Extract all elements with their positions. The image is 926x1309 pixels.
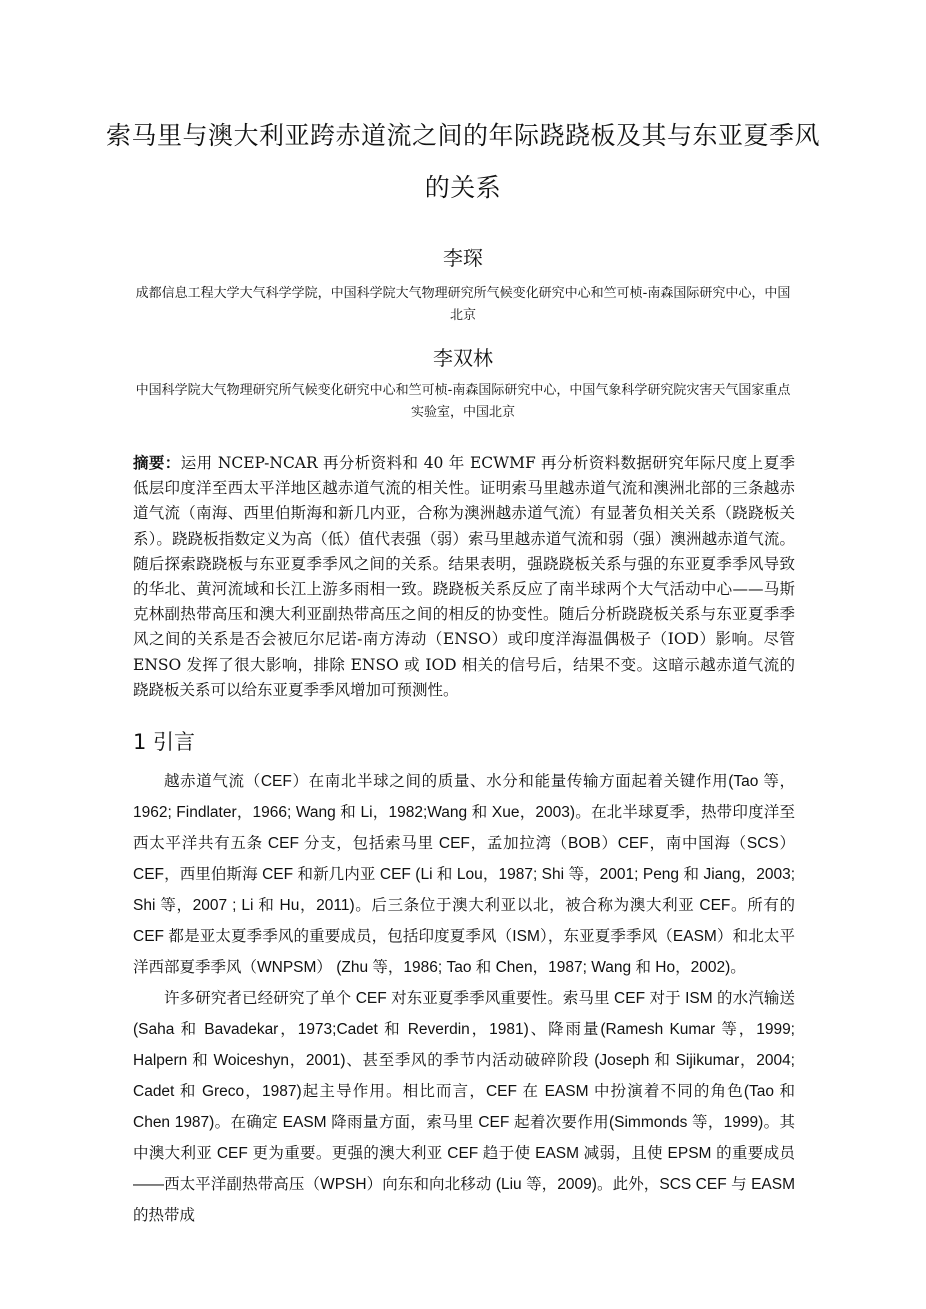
abstract-text: 运用 NCEP-NCAR 再分析资料和 40 年 ECWMF 再分析资料数据研究年际尺度上夏季低层印度洋至西太平洋地区越赤道气流的相关性。证明索马里越赤道气流和澳洲北部的三条越赤道气流（南海、西里伯斯海和新几内亚，合称为澳洲越赤道气流）有显著负相关关系（跷跷板关系）。跷跷板指数定义为高（低）值代表强（弱）索马里越赤道气流和弱（强）澳洲越赤道气流。随后探索跷跷板与东亚夏季季风之间的关系。结果表明，强跷跷板关系与强的东亚夏季季风导致的华北、黄河流域和长江上游多雨相一致。跷跷板关系反应了南半球两个大气活动中心——马斯克林副热带高压和澳大利亚副热带高压之间的相反的协变性。随后分析跷跷板关系与东亚夏季季风之间的关系是否会被厄尔尼诺-南方涛动（ENSO）或印度洋海温偶极子（IOD）影响。尽管 ENSO 发挥了很大影响，排除 ENSO 或 IOD 相关的信号后，结果不变。这暗示越赤道气流的跷跷板关系可以给东亚夏季季风增加可预测性。: [133, 454, 795, 699]
section-heading: 1 引言: [133, 730, 196, 754]
author-name: 李琛: [443, 246, 483, 270]
body-text: [133, 766, 795, 1231]
abstract-label: 摘要：: [133, 454, 181, 472]
paragraph: 越赤道气流（CEF）在南北半球之间的质量、水分和能量传输方面起着关键作用(Tao 等，1962; Findlater，1966; Wang 和 Li，1982;Wang 和 Xue，2003)。在北半球夏季，热带印度洋至西太平洋共有五条 CEF 分支，包括索马里 CEF，孟加拉湾（BOB）CEF，南中国海（SCS）CEF，西里伯斯海 CEF 和新几内亚 CEF (Li 和 Lou，1987; Shi 等，2001; Peng 和 Jiang，2003; Shi 等，2007 ; Li 和 Hu，2011)。后三条位于澳大利亚以北，被合称为澳大利亚 CEF。所有的 CEF 都是亚太夏季季风的重要成员，包括印度夏季风（ISM），东亚夏季季风（EASM）和北太平洋西部夏季季风（WNPSM） (Zhu 等，1986; Tao 和 Chen，1987; Wang 和 Ho，2002)。: [133, 773, 795, 976]
author-affiliation: 成都信息工程大学大气科学学院，中国科学院大气物理研究所气候变化研究中心和竺可桢-南森国际研究中心，中国北京: [135, 286, 791, 323]
paragraph: 许多研究者已经研究了单个 CEF 对东亚夏季季风重要性。索马里 CEF 对于 ISM 的水汽输送(Saha 和 Bavadekar，1973;Cadet 和 Reverdin，1981)、降雨量(Ramesh Kumar 等，1999; Halpern 和 Woiceshyn，2001)、甚至季风的季节内活动破碎阶段 (Joseph 和 Sijikumar，2004; Cadet 和 Greco，1987)起主导作用。相比而言，CEF 在 EASM 中扮演着不同的角色(Tao 和 Chen 1987)。在确定 EASM 降雨量方面，索马里 CEF 起着次要作用(Simmonds 等，1999)。其中澳大利亚 CEF 更为重要。更强的澳大利亚 CEF 趋于使 EASM 减弱，且使 EPSM 的重要成员——西太平洋副热带高压（WPSH）向东和向北移动 (Liu 等，2009)。此外，SCS CEF 与 EASM 的热带成: [133, 990, 795, 1224]
abstract: [133, 451, 795, 703]
author-affiliation: 中国科学院大气物理研究所气候变化研究中心和竺可桢-南森国际研究中心，中国气象科学研究院灾害天气国家重点实验室，中国北京: [135, 383, 791, 420]
paper-title: 索马里与澳大利亚跨赤道流之间的年际跷跷板及其与东亚夏季风的关系: [105, 121, 820, 202]
author-name: 李双林: [433, 346, 493, 370]
